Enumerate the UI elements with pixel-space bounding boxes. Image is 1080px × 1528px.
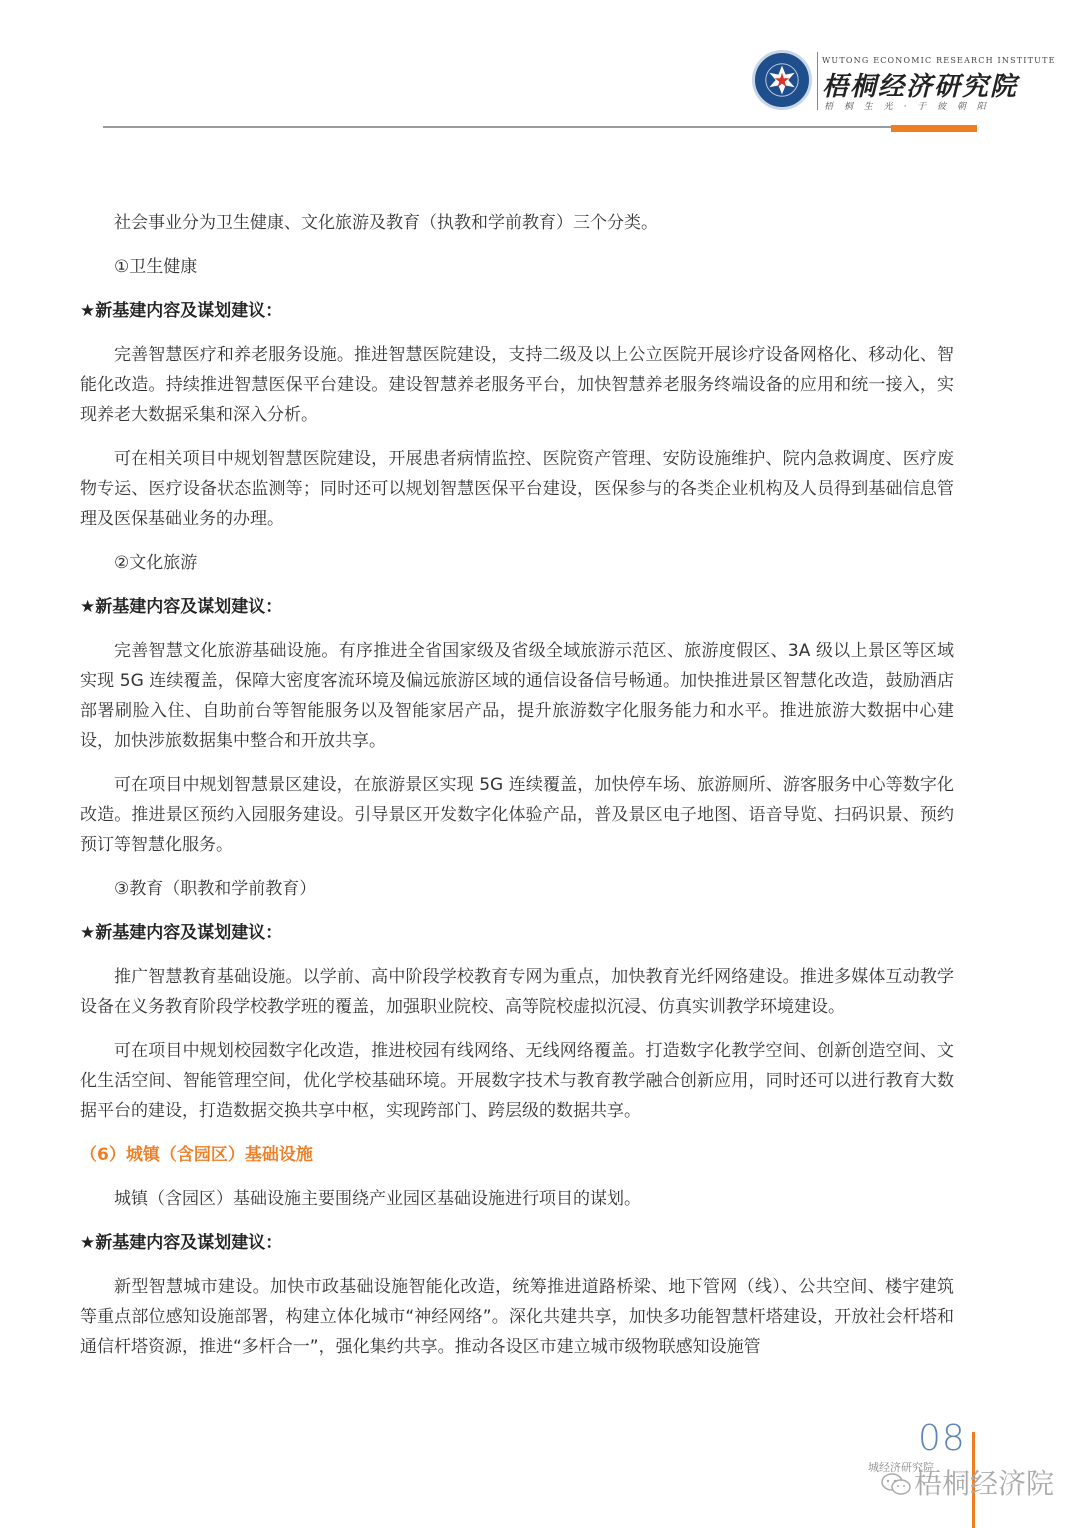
institute-name-en: WUTONG ECONOMIC RESEARCH INSTITUTE	[822, 56, 1056, 65]
star-heading: ★新基建内容及谋划建议：	[80, 1233, 283, 1253]
star-heading: ★新基建内容及谋划建议：	[80, 301, 283, 321]
institute-motto: 梧 桐 生 光 · 于 彼 朝 阳	[824, 102, 990, 112]
paragraph: 社会事业分为卫生健康、文化旅游及教育（执教和学前教育）三个分类。	[114, 213, 658, 233]
section-heading-urban-infrastructure: （6）城镇（含园区）基础设施	[80, 1145, 313, 1165]
paragraph: 新型智慧城市建设。加快市政基础设施智能化改造，统筹推进道路桥梁、地下管网（线）、公共空间、楼宇建筑等重点部位感知设施部署，构建立体化城市“神经网络”。深化共建共享，加快多功能智慧杆塔建设，开放社会杆塔和通信杆塔资源，推进“多杆合一”，强化集约共享。推动各设区市建立城市级物联感知设施管	[80, 1277, 954, 1357]
page-number: 08	[918, 1418, 966, 1459]
subheading-education: ③教育（职教和学前教育）	[114, 879, 317, 899]
paragraph: 推广智慧教育基础设施。以学前、高中阶段学校教育专网为重点，加快教育光纤网络建设。推进多媒体互动教学设备在义务教育阶段学校教学班的覆盖，加强职业院校、高等院校虚拟沉浸、仿真实训教学环境建设。	[80, 967, 954, 1017]
paragraph: 可在项目中规划智慧景区建设，在旅游景区实现 5G 连续覆盖，加快停车场、旅游厕所、游客服务中心等数字化改造。推进景区预约入园服务建设。引导景区开发数字化体验产品，普及景区电子地图、语音导览、扫码识景、预约预订等智慧化服务。	[80, 775, 954, 855]
star-heading: ★新基建内容及谋划建议：	[80, 597, 283, 617]
star-heading: ★新基建内容及谋划建议：	[80, 923, 283, 943]
footer-caption: 城经济研究院	[868, 1461, 934, 1474]
header-accent-bar	[891, 125, 977, 132]
paragraph: 城镇（含园区）基础设施主要围绕产业园区基础设施进行项目的谋划。	[114, 1189, 641, 1209]
paragraph: 可在项目中规划校园数字化改造，推进校园有线网络、无线网络覆盖。打造数字化教学空间、创新创造空间、文化生活空间、智能管理空间，优化学校基础环境。开展数字技术与教育教学融合创新应用，同时还可以进行教育大数据平台的建设，打造数据交换共享中枢，实现跨部门、跨层级的数据共享。	[80, 1041, 954, 1121]
subheading-health: ①卫生健康	[114, 257, 198, 277]
paragraph: 完善智慧医疗和养老服务设施。推进智慧医院建设，支持二级及以上公立医院开展诊疗设备网格化、移动化、智能化改造。持续推进智慧医保平台建设。建设智慧养老服务平台，加快智慧养老服务终端设备的应用和统一接入，实现养老大数据采集和深入分析。	[80, 345, 954, 425]
paragraph: 可在相关项目中规划智慧医院建设，开展患者病情监控、医院资产管理、安防设施维护、院内急救调度、医疗废物专运、医疗设备状态监测等；同时还可以规划智慧医保平台建设，医保参与的各类企业机构及人员得到基础信息管理及医保基础业务的办理。	[80, 449, 954, 529]
paragraph: 完善智慧文化旅游基础设施。有序推进全省国家级及省级全域旅游示范区、旅游度假区、3A 级以上景区等区域实现 5G 连续覆盖，保障大密度客流环境及偏远旅游区域的通信设备信号畅通。加快推进景区智慧化改造，鼓励酒店部署刷脸入住、自助前台等智能服务以及智能家居产品，提升旅游数字化服务能力和水平。推进旅游大数据中心建设，加快涉旅数据集中整合和开放共享。	[80, 641, 954, 751]
subheading-culture-tourism: ②文化旅游	[114, 553, 198, 573]
institute-name-cn: 梧桐经济研究院	[822, 72, 1019, 102]
institute-logo-icon	[752, 50, 812, 110]
document-body	[80, 208, 954, 1376]
logo-divider	[817, 52, 818, 110]
page-header	[0, 0, 1080, 140]
wechat-icon	[880, 1472, 912, 1496]
header-rule	[103, 126, 891, 128]
watermark-text: 梧桐经济院	[914, 1467, 1055, 1500]
